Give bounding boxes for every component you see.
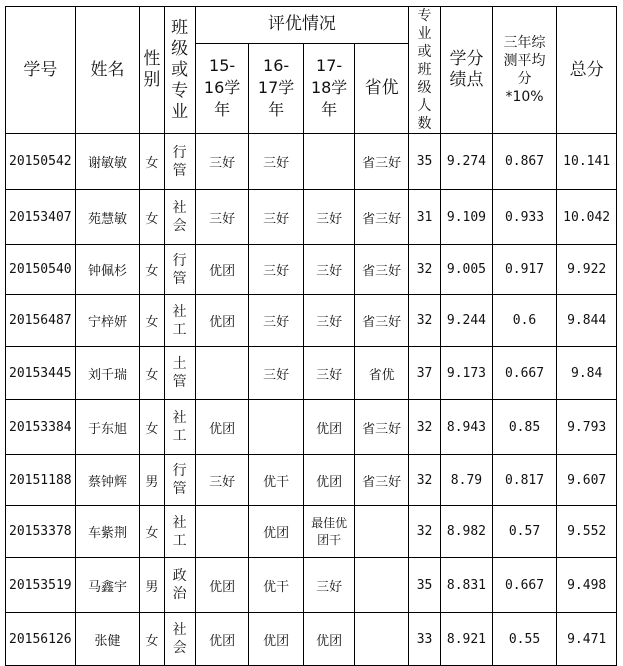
cell-name: 苑慧敏 (75, 190, 140, 245)
cell-award-15-16: 三好 (195, 455, 249, 506)
cell-class-size: 32 (408, 506, 440, 558)
cell-class-size: 35 (408, 558, 440, 613)
cell-province-award (355, 558, 409, 613)
cell-total: 9.552 (557, 506, 617, 558)
cell-total: 9.607 (557, 455, 617, 506)
cell-student-id: 20156126 (6, 613, 76, 666)
cell-student-id: 20151188 (6, 455, 76, 506)
cell-gender: 女 (140, 295, 164, 347)
cell-gender: 女 (140, 245, 164, 295)
cell-class-size: 35 (408, 134, 440, 190)
table-row (6, 400, 617, 455)
cell-name: 宁梓妍 (75, 295, 140, 347)
cell-gender: 女 (140, 190, 164, 245)
cell-class: 社工 (164, 295, 195, 347)
cell-gpa: 9.244 (441, 295, 493, 347)
cell-province-award: 省三好 (355, 295, 409, 347)
cell-eval-score: 0.933 (492, 190, 557, 245)
cell-gender: 男 (140, 558, 164, 613)
cell-award-15-16: 三好 (195, 190, 249, 245)
cell-eval-score: 0.667 (492, 347, 557, 400)
cell-award-17-18: 优团 (303, 455, 355, 506)
cell-province-award: 省三好 (355, 400, 409, 455)
cell-province-award: 省三好 (355, 245, 409, 295)
cell-province-award: 省优 (355, 347, 409, 400)
header-year-17-18: 17-18学年 (303, 43, 355, 133)
table-row (6, 613, 617, 666)
cell-gender: 男 (140, 455, 164, 506)
header-id: 学号 (6, 7, 76, 134)
table-head (6, 7, 617, 134)
cell-class-size: 32 (408, 455, 440, 506)
cell-eval-score: 0.817 (492, 455, 557, 506)
header-gender: 性别 (140, 7, 164, 134)
cell-gender: 女 (140, 613, 164, 666)
header-row-1 (6, 7, 617, 44)
table-row (6, 558, 617, 613)
cell-award-17-18: 最佳优团干 (303, 506, 355, 558)
cell-name: 钟佩杉 (75, 245, 140, 295)
cell-gender: 女 (140, 134, 164, 190)
cell-award-16-17: 三好 (249, 347, 304, 400)
cell-student-id: 20153519 (6, 558, 76, 613)
cell-class-size: 32 (408, 295, 440, 347)
cell-name: 张健 (75, 613, 140, 666)
cell-student-id: 20153407 (6, 190, 76, 245)
cell-award-16-17: 优团 (249, 613, 304, 666)
cell-gender: 女 (140, 347, 164, 400)
cell-eval-score: 0.867 (492, 134, 557, 190)
cell-award-15-16 (195, 347, 249, 400)
cell-total: 9.498 (557, 558, 617, 613)
cell-award-16-17: 三好 (249, 245, 304, 295)
header-province: 省优 (355, 43, 409, 133)
cell-class: 社工 (164, 506, 195, 558)
cell-award-17-18: 三好 (303, 295, 355, 347)
cell-total: 9.844 (557, 295, 617, 347)
header-year-15-16: 15-16学年 (195, 43, 249, 133)
cell-student-id: 20153378 (6, 506, 76, 558)
cell-eval-score: 0.57 (492, 506, 557, 558)
cell-award-17-18: 三好 (303, 245, 355, 295)
cell-award-15-16: 三好 (195, 134, 249, 190)
cell-award-16-17: 三好 (249, 190, 304, 245)
cell-class: 社会 (164, 613, 195, 666)
ranking-table (5, 6, 617, 666)
cell-name: 于东旭 (75, 400, 140, 455)
cell-class-size: 32 (408, 245, 440, 295)
cell-gpa: 8.79 (441, 455, 493, 506)
cell-class: 政治 (164, 558, 195, 613)
cell-gender: 女 (140, 400, 164, 455)
cell-award-17-18: 优团 (303, 400, 355, 455)
cell-award-16-17: 三好 (249, 134, 304, 190)
cell-name: 车紫荆 (75, 506, 140, 558)
cell-gpa: 8.921 (441, 613, 493, 666)
cell-award-17-18: 三好 (303, 558, 355, 613)
cell-class: 行管 (164, 245, 195, 295)
cell-award-15-16: 优团 (195, 400, 249, 455)
header-count: 专业或班级人数 (408, 7, 440, 134)
cell-award-16-17: 优团 (249, 506, 304, 558)
header-name: 姓名 (75, 7, 140, 134)
cell-eval-score: 0.85 (492, 400, 557, 455)
header-class: 班级或专业 (164, 7, 195, 134)
cell-gpa: 9.173 (441, 347, 493, 400)
cell-total: 9.471 (557, 613, 617, 666)
table-row (6, 455, 617, 506)
cell-gender: 女 (140, 506, 164, 558)
cell-gpa: 8.831 (441, 558, 493, 613)
cell-province-award: 省三好 (355, 455, 409, 506)
cell-name: 刘千瑞 (75, 347, 140, 400)
table-row (6, 190, 617, 245)
cell-gpa: 9.274 (441, 134, 493, 190)
cell-province-award (355, 506, 409, 558)
cell-total: 9.793 (557, 400, 617, 455)
cell-eval-score: 0.667 (492, 558, 557, 613)
cell-award-15-16 (195, 506, 249, 558)
cell-name: 蔡钟辉 (75, 455, 140, 506)
cell-student-id: 20153384 (6, 400, 76, 455)
cell-class-size: 31 (408, 190, 440, 245)
cell-award-16-17: 优干 (249, 455, 304, 506)
header-year-16-17: 16-17学年 (249, 43, 304, 133)
cell-class-size: 32 (408, 400, 440, 455)
header-eval: 三年综测平均分*10% (492, 7, 557, 134)
cell-class: 土管 (164, 347, 195, 400)
cell-gpa: 9.005 (441, 245, 493, 295)
cell-award-17-18: 三好 (303, 190, 355, 245)
cell-award-15-16: 优团 (195, 295, 249, 347)
cell-province-award (355, 613, 409, 666)
table-row (6, 295, 617, 347)
cell-award-17-18: 优团 (303, 613, 355, 666)
cell-total: 9.922 (557, 245, 617, 295)
table-body (6, 134, 617, 666)
table-row (6, 134, 617, 190)
cell-class: 社会 (164, 190, 195, 245)
table-row (6, 245, 617, 295)
header-gpa: 学分绩点 (441, 7, 493, 134)
cell-eval-score: 0.55 (492, 613, 557, 666)
cell-award-17-18 (303, 134, 355, 190)
cell-student-id: 20150542 (6, 134, 76, 190)
cell-student-id: 20150540 (6, 245, 76, 295)
cell-award-15-16: 优团 (195, 245, 249, 295)
cell-eval-score: 0.6 (492, 295, 557, 347)
cell-award-15-16: 优团 (195, 558, 249, 613)
cell-award-16-17: 优干 (249, 558, 304, 613)
cell-gpa: 8.943 (441, 400, 493, 455)
cell-class: 行管 (164, 134, 195, 190)
cell-class-size: 33 (408, 613, 440, 666)
cell-total: 10.042 (557, 190, 617, 245)
cell-student-id: 20156487 (6, 295, 76, 347)
table-row (6, 347, 617, 400)
cell-gpa: 9.109 (441, 190, 493, 245)
cell-award-15-16: 优团 (195, 613, 249, 666)
cell-class-size: 37 (408, 347, 440, 400)
cell-province-award: 省三好 (355, 190, 409, 245)
table-row (6, 506, 617, 558)
cell-name: 谢敏敏 (75, 134, 140, 190)
cell-award-16-17: 三好 (249, 295, 304, 347)
cell-student-id: 20153445 (6, 347, 76, 400)
cell-province-award: 省三好 (355, 134, 409, 190)
cell-name: 马鑫宇 (75, 558, 140, 613)
cell-total: 10.141 (557, 134, 617, 190)
cell-class: 社工 (164, 400, 195, 455)
cell-total: 9.84 (557, 347, 617, 400)
cell-eval-score: 0.917 (492, 245, 557, 295)
header-awards: 评优情况 (195, 7, 408, 44)
cell-award-17-18: 三好 (303, 347, 355, 400)
cell-gpa: 8.982 (441, 506, 493, 558)
cell-class: 行管 (164, 455, 195, 506)
cell-award-16-17 (249, 400, 304, 455)
header-total: 总分 (557, 7, 617, 134)
